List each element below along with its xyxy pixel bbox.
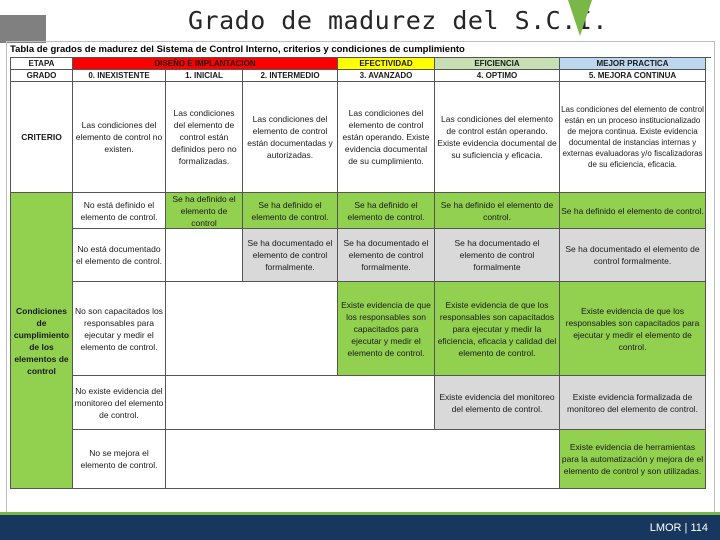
cond-r4-empty <box>166 430 560 489</box>
cond-r0-c1: Se ha definido el elemento de control <box>166 193 243 229</box>
cond-r4-c5: Existe evidencia de herramientas para la automatización y mejora de el elemento de control y son utilizadas. <box>560 430 706 489</box>
cond-r0-c0: No está definido el elemento de control. <box>73 193 166 229</box>
criterio-cell-3: Las condiciones del elemento de control están operando. Existe evidencia documental de su cumplimiento. <box>338 82 435 193</box>
footer-bar <box>0 515 720 540</box>
etapa-diseno: DISEÑO E IMPLANTACION <box>73 58 338 70</box>
cond-r2-c3: Existe evidencia de que los responsables son capacitados para ejecutar y medir el elemento de control. <box>338 282 435 376</box>
grado-3: 3. AVANZADO <box>338 70 435 82</box>
grado-2: 2. INTERMEDIO <box>243 70 338 82</box>
cond-r1-c0: No está documentado el elemento de control. <box>73 229 166 282</box>
grado-label: GRADO <box>11 70 73 82</box>
cond-r0-c3: Se ha definido el elemento de control. <box>338 193 435 229</box>
maturity-table <box>10 57 711 489</box>
cond-r2-c4: Existe evidencia de que los responsables son capacitados para ejecutar y medir la eficiencia, eficacia y calidad del elemento de control. <box>435 282 560 376</box>
cond-r4-c0: No se mejora el elemento de control. <box>73 430 166 489</box>
cond-r1-c1-empty <box>166 229 243 282</box>
criterio-cell-4: Las condiciones del elemento de control están operando. Existe evidencia documental de su suficiencia y eficacia. <box>435 82 560 193</box>
cond-r2-c5: Existe evidencia de que los responsables son capacitados para ejecutar y medir el elemento de control. <box>560 282 706 376</box>
criterio-label: CRITERIO <box>11 82 73 193</box>
grado-5: 5. MEJORA CONTINUA <box>560 70 706 82</box>
cond-r3-empty <box>166 376 435 430</box>
etapa-efectividad: EFECTIVIDAD <box>338 58 435 70</box>
cond-r0-c5: Se ha definido el elemento de control. <box>560 193 706 229</box>
criterio-cell-5: Las condiciones del elemento de control están en un proceso institucionalizado de mejora continua. Existe evidencia documental de instancias internas y externas evaluadoras y/o fiscalizadoras de su eficiencia, eficacia. <box>560 82 706 193</box>
cond-r0-c4: Se ha definido el elemento de control. <box>435 193 560 229</box>
table-title: Tabla de grados de madurez del Sistema de Control Interno, criterios y condiciones de cumplimiento <box>10 44 465 55</box>
condiciones-label: Condiciones de cumplimiento de los elementos de control <box>11 193 73 489</box>
slide-title: Grado de madurez del S.C.I. <box>188 6 608 35</box>
cond-r3-c0: No existe evidencia del monitoreo del elemento de control. <box>73 376 166 430</box>
cond-r1-c3: Se ha documentado el elemento de control formalmente. <box>338 229 435 282</box>
cond-r2-c0: No son capacitados los responsables para ejecutar y medir el elemento de control. <box>73 282 166 376</box>
cond-r1-c4: Se ha documentado el elemento de control formalmente <box>435 229 560 282</box>
etapa-label: ETAPA <box>11 58 73 70</box>
etapa-eficiencia: EFICIENCIA <box>435 58 560 70</box>
etapa-mejor-practica: MEJOR PRACTICA <box>560 58 706 70</box>
grado-0: 0. INEXISTENTE <box>73 70 166 82</box>
criterio-cell-2: Las condiciones del elemento de control están documentadas y autorizadas. <box>243 82 338 193</box>
cond-r3-c4: Existe evidencia del monitoreo del elemento de control. <box>435 376 560 430</box>
cond-r3-c5: Existe evidencia formalizada de monitoreo del elemento de control. <box>560 376 706 430</box>
logo-block <box>0 15 46 43</box>
accent-triangle <box>568 0 592 36</box>
cond-r2-empty <box>166 282 338 376</box>
criterio-cell-1: Las condiciones del elemento de control están definidos pero no formalizadas. <box>166 82 243 193</box>
cond-r1-c5: Se ha documentado el elemento de control formalmente. <box>560 229 706 282</box>
criterio-cell-0: Las condiciones del elemento de control no existen. <box>73 82 166 193</box>
grado-4: 4. OPTIMO <box>435 70 560 82</box>
grado-1: 1. INICIAL <box>166 70 243 82</box>
footer-page-label: LMOR | 114 <box>649 522 708 534</box>
cond-r1-c2: Se ha documentado el elemento de control formalmente. <box>243 229 338 282</box>
cond-r0-c2: Se ha definido el elemento de control. <box>243 193 338 229</box>
